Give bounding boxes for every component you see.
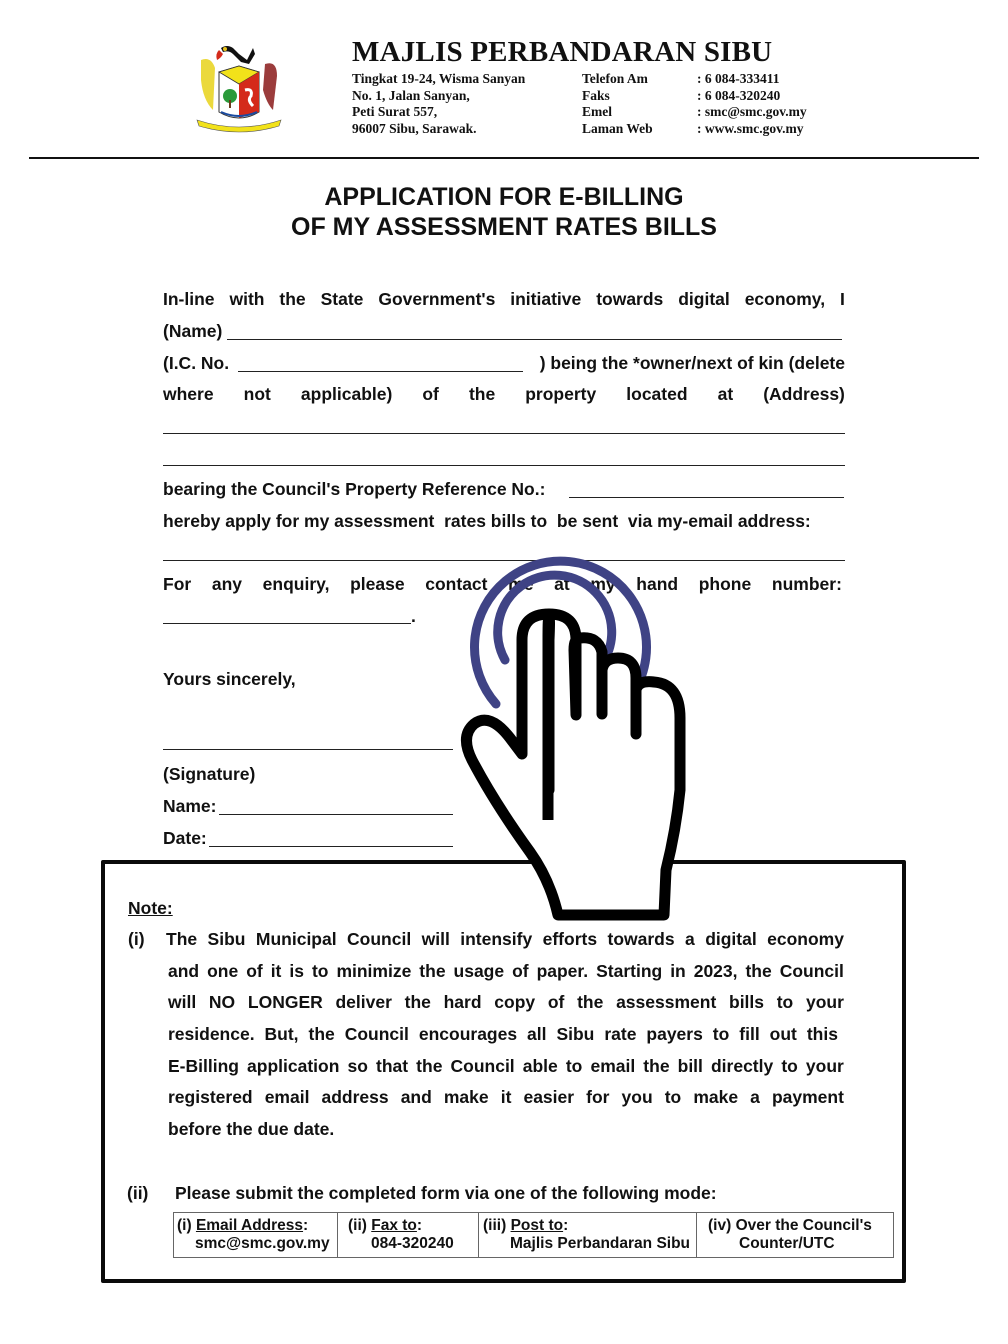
word: in [670,961,686,981]
property-ref-label: bearing the Council's Property Reference No.: [163,479,546,499]
word: to [781,1056,798,1076]
word: Council [347,929,412,949]
mode-prefix: (iv) [708,1217,736,1234]
word: LONGER [247,992,323,1012]
word: of [512,961,529,981]
word: paper. [536,961,589,981]
word: deliver [335,992,392,1012]
word: hard [443,992,482,1012]
word: the [643,1056,670,1076]
form-title-line2: OF MY ASSESSMENT RATES BILLS [291,213,717,241]
word: so [347,1056,368,1076]
word: easier [523,1087,575,1107]
mode-prefix: (i) [177,1217,196,1234]
ic-suffix-text: ) being the *owner/next of kin (delete [539,353,845,373]
word: State [320,289,364,309]
word: economy, [744,289,826,309]
header-divider [29,157,979,159]
word: contact [425,574,488,594]
tap-hand-icon [440,540,730,935]
word: the [416,1056,443,1076]
word: (Address) [763,384,845,404]
mode-fax [338,1213,479,1257]
word: economy [767,929,844,949]
word: bills [729,992,765,1012]
mode-label: Post to [510,1217,564,1234]
word: where [163,384,214,404]
word: make [443,1087,489,1107]
word: phone [698,574,752,594]
word: For [163,574,192,594]
word: it [500,1087,512,1107]
mode-counter [697,1213,893,1257]
word: all [527,1024,547,1044]
mode-label: Over the Council's [735,1217,872,1234]
word: Council [450,1056,515,1076]
note-item1-line: before the due date. [168,1119,335,1139]
word: with [229,289,265,309]
word: I [840,289,845,309]
word: Sibu [556,1024,595,1044]
mode-fax-value: 084-320240 [371,1235,454,1252]
contact-value-phone: : 6 084-333411 [697,71,780,86]
word: the [279,289,306,309]
word: intensify [460,929,533,949]
note-item1-marker: (i) [128,929,145,949]
signature-field[interactable] [163,749,453,750]
word: make [693,1087,739,1107]
word: my [590,574,616,594]
word: out [769,1024,797,1044]
word: Sibu [207,929,246,949]
word: your [805,1056,844,1076]
word: address [321,1087,389,1107]
ic-label: (I.C. No. [163,353,230,373]
word: initiative [510,289,582,309]
word: the [404,992,431,1012]
contact-value-website: : www.smc.gov.my [697,121,804,137]
word: not [243,384,271,404]
word: rate [604,1024,637,1044]
sign-date-field[interactable] [209,846,453,847]
contact-label-website: Laman Web [582,121,653,137]
word: me [508,574,534,594]
contact-label-fax: Faks [582,87,610,103]
word: to [565,1056,583,1076]
word: and [168,961,200,981]
note-item1-line [168,1055,844,1077]
word: application [247,1056,340,1076]
word: fill [739,1024,760,1044]
sign-name-field[interactable] [219,814,453,815]
contact-values [697,71,807,138]
contact-value-email: : smc@smc.gov.my [697,104,807,120]
closing-text: Yours sincerely, [163,669,296,689]
word: the [745,961,772,981]
word: at [554,574,570,594]
word: copy [494,992,536,1012]
email-request-text: hereby apply for my assessment rates bills to be sent via my-email address: [163,511,811,531]
word: residence. [168,1024,255,1044]
word: the [577,992,604,1012]
submission-modes-table [173,1212,894,1258]
note-item1-line [168,991,844,1013]
word: to [776,992,794,1012]
address-intro-line [163,383,845,405]
mode-prefix: (ii) [348,1217,372,1234]
name-field[interactable] [227,339,842,340]
word: will [421,929,450,949]
word: Starting [596,961,663,981]
sign-name-label: Name: [163,796,217,816]
word: payers [646,1024,703,1044]
word: number: [771,574,842,594]
word: you [621,1087,653,1107]
signature-label: (Signature) [163,764,256,784]
word: a [685,929,695,949]
word: hand [636,574,679,594]
word: applicable) [300,384,393,404]
contact-labels [582,71,653,138]
phone-period: . [411,606,416,626]
word: the [419,961,446,981]
sign-date-label: Date: [163,828,207,848]
word: a [750,1087,760,1107]
mode-email [174,1213,338,1257]
mode-post [479,1213,697,1257]
word: directly [710,1056,774,1076]
word: The [166,929,198,949]
note-item2-marker: (ii) [127,1183,149,1203]
intro-line [163,288,845,310]
word: and [400,1087,432,1107]
word: of [246,961,263,981]
word: able [522,1056,558,1076]
word: will [168,992,197,1012]
note-item1-line [168,1023,838,1045]
word: of [422,384,439,404]
word: minimize [336,961,412,981]
word: NO [208,992,236,1012]
word: enquiry, [262,574,330,594]
word: email [264,1087,310,1107]
mode-post-value: Majlis Perbandaran Sibu [510,1235,691,1252]
address-line: 96007 Sibu, Sarawak. [352,121,477,137]
contact-value-fax: : 6 084-320240 [697,87,781,103]
word: In-line [163,289,215,309]
word: at [717,384,734,404]
mode-prefix: (iii) [483,1217,511,1234]
word: the [468,384,496,404]
word: bill [677,1056,703,1076]
word: assessment [616,992,717,1012]
word: located [626,384,688,404]
word: to [664,1087,682,1107]
word: to [311,961,329,981]
form-title-line1: APPLICATION FOR E-BILLING [324,183,684,211]
word: efforts [542,929,598,949]
word: it [270,961,282,981]
word: Municipal [255,929,337,949]
word: one [207,961,239,981]
word: your [805,992,844,1012]
word: But, [264,1024,299,1044]
word: registered [168,1087,253,1107]
contact-label-email: Emel [582,104,612,120]
word: towards [607,929,675,949]
address-line: No. 1, Jalan Sanyan, [352,87,470,103]
word: encourages [418,1024,518,1044]
organization-name: MAJLIS PERBANDARAN SIBU [352,36,773,68]
word: usage [453,961,505,981]
address-field-line2[interactable] [163,465,845,466]
mode-counter-value: Counter/UTC [739,1235,835,1252]
mode-label: Fax to [371,1217,417,1234]
property-ref-field[interactable] [569,497,844,498]
address-field-line1[interactable] [163,433,845,434]
mode-email-value[interactable]: smc@smc.gov.my [195,1235,330,1252]
word: Government's [378,289,496,309]
council-logo-icon [193,20,285,136]
word: digital [678,289,730,309]
word: payment [771,1087,844,1107]
phone-field[interactable] [163,623,411,624]
name-label: (Name) [163,321,223,341]
word: any [211,574,243,594]
note-item1-line [168,960,844,982]
word: please [350,574,405,594]
word: email [590,1056,636,1076]
address-line: Peti Surat 557, [352,104,438,120]
note-item1-line [168,1086,844,1108]
word: is [289,961,304,981]
mode-label: Email Address [195,1217,304,1234]
word: this [806,1024,838,1044]
word: to [712,1024,730,1044]
word: 2023, [693,961,738,981]
word: that [376,1056,409,1076]
word: the [308,1024,335,1044]
council-address [352,71,525,138]
word: towards [596,289,664,309]
word: for [586,1087,610,1107]
word: Council [779,961,844,981]
contact-label-phone: Telefon Am [582,71,648,86]
mode-suffix: : [563,1217,569,1234]
address-line: Tingkat 19-24, Wisma Sanyan [352,71,526,86]
mode-suffix: : [303,1217,309,1234]
note-title: Note: [128,898,173,918]
word: Council [344,1024,409,1044]
note-item2-text: Please submit the completed form via one of the following mode: [175,1183,717,1203]
ic-number-field[interactable] [238,371,523,372]
mode-suffix: : [416,1217,423,1234]
word: E-Billing [168,1056,239,1076]
word: of [547,992,565,1012]
word: property [525,384,597,404]
word: digital [705,929,757,949]
